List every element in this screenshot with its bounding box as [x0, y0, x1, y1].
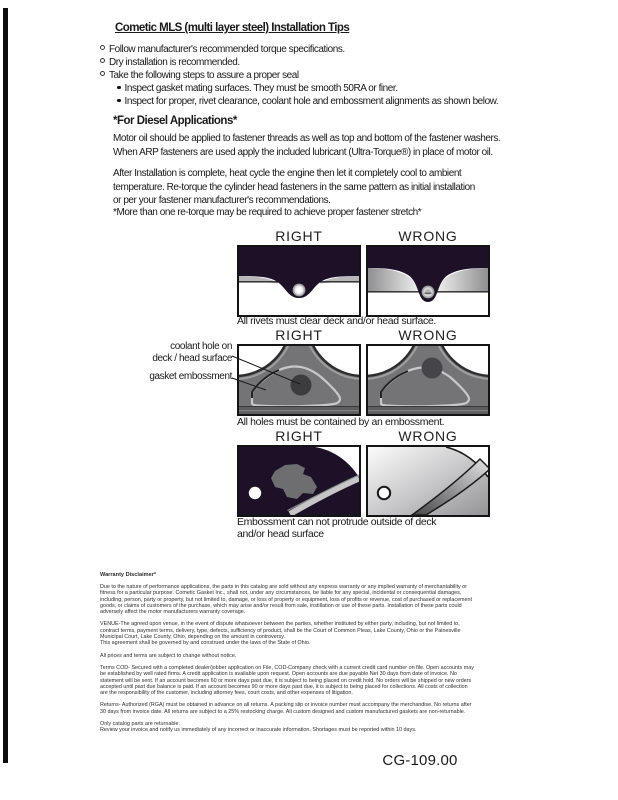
text-line: Terms COD- Secured with a completed dealer/jobber application on File, COD-Company check with a current credit card number on file. Open accounts may	[100, 664, 474, 671]
catalog-parts-paragraph	[100, 721, 540, 734]
bullet-icon	[100, 71, 105, 76]
embossment-wrong-illustration	[368, 447, 488, 515]
returns-paragraph	[100, 702, 540, 715]
tip-text: Inspect for proper, rivet clearance, coolant hole and embossment alignments as shown below.	[124, 96, 499, 107]
text-line: Only catalog parts are returnable.	[100, 721, 181, 728]
tip-text: Follow manufacturer's recommended torque specifications.	[109, 44, 345, 55]
text-line: Review your invoice and notify us immediately of any incorrect or inaccurate information. Shortages must be reported within 10 days.	[100, 727, 417, 734]
bullet-icon	[100, 45, 105, 50]
text-line: or per your fastener manufacturer's recommendations.	[113, 195, 331, 206]
text-line: Municipal Court, Lake County, Ohio, depending on the amount in controversy.	[100, 634, 285, 641]
text-line: are the responsibility of the customer, including attorney fees, court costs, and other expenses of litigation.	[100, 690, 353, 697]
text-line: All prices and terms are subject to change without notice.	[100, 652, 237, 659]
rivet-caption	[237, 315, 436, 327]
text-line: Due to the nature of performance applications, the parts in this catalog are sold without any express warranty or any implied warranty of merchantability or	[100, 584, 468, 590]
bullet-icon	[117, 99, 121, 103]
diesel-applications-heading: *For Diesel Applications*	[113, 115, 237, 127]
embossment-wrong-diagram	[366, 445, 490, 517]
tip-text: Dry installation is recommended.	[109, 57, 240, 68]
prices-paragraph	[100, 653, 540, 659]
right-label: RIGHT	[275, 428, 323, 444]
bullet-icon	[100, 58, 105, 63]
text-line: including, person, party or property, but not limited to, damage, or loss of property or equipment, loss of profits or revenue, cost of purchased or replacement	[100, 596, 473, 603]
embossment-right-diagram	[237, 445, 361, 517]
terms-cod-paragraph	[100, 665, 540, 696]
rivet-clearance-right-diagram	[237, 245, 361, 317]
text-line: fitness for a particular purpose. Cometic Gasket Inc., shall not, under any circumstances, be liable for any special, incidental or consequential damages,	[100, 590, 462, 597]
text-line: coolant hole on	[170, 341, 232, 352]
coolant-hole-label	[96, 341, 232, 364]
tip-text: Take the following steps to assure a proper seal	[109, 70, 299, 81]
embossment-right-illustration	[239, 447, 359, 515]
tip-text: Inspect gasket mating surfaces. They must be smooth 50RA or finer.	[124, 83, 398, 94]
embossment-caption	[237, 516, 436, 540]
diesel-paragraph-2	[113, 167, 475, 208]
right-label: RIGHT	[275, 327, 323, 343]
list-item	[100, 69, 498, 82]
text-line: Motor oil should be applied to fastener threads as well as top and bottom of the fastener washers.	[113, 133, 501, 144]
list-item	[100, 56, 498, 69]
diesel-paragraph-1	[113, 132, 500, 159]
text-line: and/or head surface	[237, 528, 324, 540]
text-line: All rivets must clear deck and/or head surface.	[237, 315, 436, 327]
text-line: Embossment can not protrude outside of deck	[237, 516, 437, 528]
warranty-paragraph	[100, 584, 540, 615]
installation-tips-list	[100, 43, 498, 108]
text-line: be established by well rated firms. A credit application is available upon request. Open accounts are due payable Net 30 days from date of invoice. No	[100, 671, 457, 678]
venue-paragraph	[100, 621, 540, 646]
list-item	[100, 43, 498, 56]
text-line: 30 days from invoice date. All returns are subject to a 25% restocking charge. All custom designed and custom manufactured gaskets are non-returnable.	[100, 708, 466, 715]
page-number: CG-109.00	[382, 752, 458, 769]
text-line: goods, or claims of customers of the purchase, which may arise and/or result from sale, instillation or use of these parts. Installation of these parts could	[100, 602, 462, 609]
wrong-label: WRONG	[398, 428, 458, 444]
rivet-right-illustration	[239, 247, 359, 315]
text-line: All holes must be contained by an embossment.	[237, 416, 445, 428]
rivet-clearance-wrong-diagram	[366, 245, 490, 317]
text-line: deck / head surface	[152, 352, 232, 364]
gasket-embossment-label: gasket embossment	[149, 371, 232, 382]
text-line: When ARP fasteners are used apply the included lubricant (Ultra-Torque®) in place of motor oil.	[113, 146, 493, 158]
rivet-wrong-illustration	[368, 247, 488, 315]
label-pointer-lines	[228, 350, 308, 392]
wrong-label: WRONG	[398, 327, 458, 343]
coolant-wrong-illustration	[368, 346, 488, 414]
bullet-icon	[117, 86, 121, 90]
warranty-disclaimer-heading: Warranty Disclaimer*	[100, 572, 157, 578]
text-line: statement will be sent. If an account becomes 60 or more days past due, it is subject to being placed on credit hold. No orders will be shipped or new orders	[100, 677, 472, 684]
text-line: temperature. Re-torque the cylinder head fasteners in the same pattern as initial installation	[113, 181, 475, 193]
text-line: adversely affect the motor manufacturers warranty coverage.	[100, 609, 246, 616]
wrong-label: WRONG	[398, 228, 458, 244]
list-item	[117, 82, 498, 95]
coolant-caption	[237, 416, 444, 428]
retorque-note: *More than one re-torque may be required to achieve proper fastener stretch*	[113, 207, 422, 218]
page-title: Cometic MLS (multi layer steel) Installation Tips	[115, 22, 350, 34]
text-line: This agreement shall be governed by and construed under the laws of the State of Ohio.	[100, 640, 311, 647]
text-line: Returns- Authorized (RGA) must be obtained in advance on all returns. A packing slip or invoice number must accompany the merchandise. No returns after	[100, 702, 472, 709]
text-line: VENUE-The agreed upon venue, in the event of dispute whatsoever between the parties, whether instituted by either party, including, but not limited to,	[100, 621, 460, 628]
coolant-hole-wrong-diagram	[366, 344, 490, 416]
list-item	[117, 95, 498, 108]
text-line: accepted until past due balance is paid. If an account becomes 90 or more days past due, it is subject to being placed for collections. All costs of collection	[100, 683, 468, 690]
warranty-disclaimer-section	[100, 572, 540, 734]
text-line: After Installation is complete, heat cycle the engine then let it completely cool to ambient	[113, 168, 462, 179]
text-line: contract terms, payment terms, delivery, type, defects, sufficiency of product, shall be the Court of Common Pleas, Lake County, Ohio or the Painesville	[100, 627, 461, 634]
scan-edge-bar	[3, 8, 8, 763]
right-label: RIGHT	[275, 228, 323, 244]
